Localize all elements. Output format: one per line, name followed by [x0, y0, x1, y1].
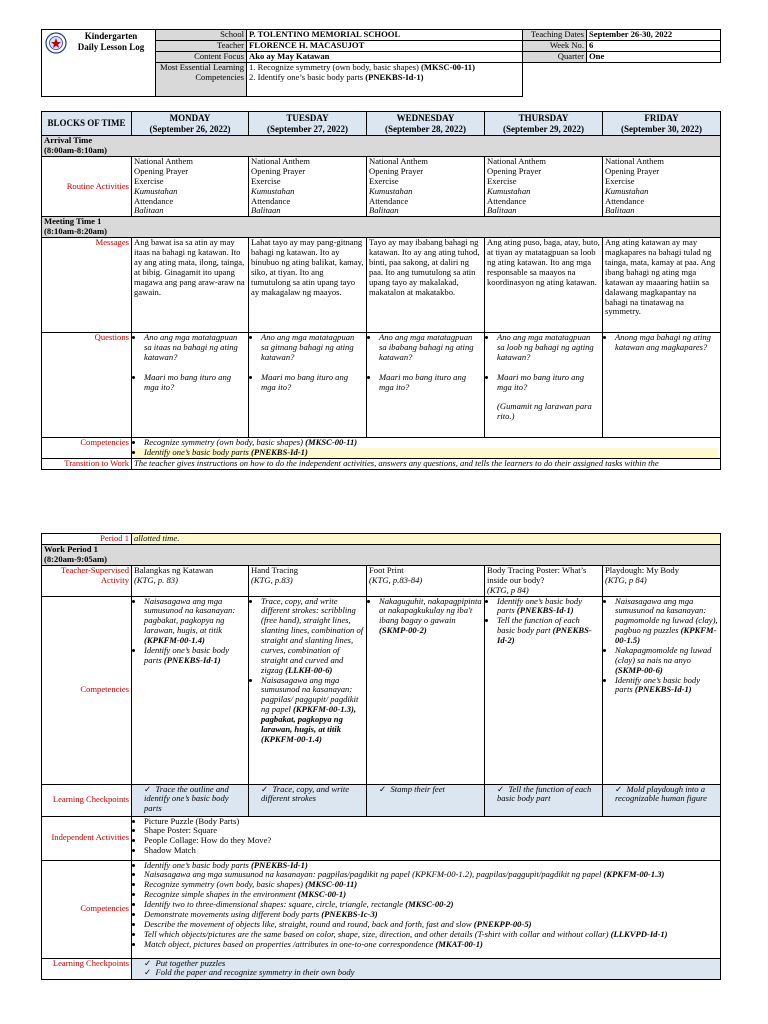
work-period-table — [41, 533, 721, 980]
questions-monday: • Ano ang mga matatagpuan sa itaas na bahagi ng ating katawan? • Maari mo bang ituro ang mga ito? — [132, 333, 249, 438]
independent-checkpoints-label: Learning Checkpoints — [42, 958, 132, 979]
checkpoint-friday: ✓ Mold playdough into a recognizable human figure — [603, 784, 721, 816]
mec-item-1: 1. Recognize symmetry (own body, basic shapes) (MKSC-00-11) — [249, 62, 475, 72]
blocks-of-time-header: BLOCKS OF TIME — [42, 112, 132, 136]
deped-seal-logo — [45, 32, 67, 54]
header-section — [41, 29, 720, 97]
message-thursday: Ang ating puso, baga, atay, buto, at tiyan ay matatagpuan sa loob ng ating katawan. Ito ang mga responsable sa maayos na koordinasyon ng ating katawan. — [485, 238, 603, 333]
independent-label: Independent Activities — [42, 816, 132, 860]
day-header-thursday: THURSDAY (September 29, 2022) — [485, 112, 603, 136]
competencies-monday: • Naisasagawa ang mga sumusunod na kasanayan: pagbakat, pagkopya ng larawan, hugis, at titik (KPKFM-00-1.4) • Identify one’s basic body parts (PNEKBS-Id-1) — [132, 596, 249, 784]
dates-label: Teaching Dates — [523, 30, 587, 41]
work-period-header: Work Period 1 (8:20am-9:05am) — [42, 544, 721, 565]
message-wednesday: Tayo ay may ibabang bahagi ng katawan. Ito ay ang ating tuhod, binti, paa sakong, at daliri ng paa. Ito ang tumutulong sa atin upang tayo ay makalakad, makatalon at makatakbo. — [367, 238, 485, 333]
independent-activities: • Picture Puzzle (Body Parts) • Shape Poster: Square • People Collage: How do they Move? • Shadow Match — [132, 816, 721, 860]
school-label: School — [156, 30, 247, 41]
tsa-label: Teacher-Supervised Activity — [42, 565, 132, 596]
independent-competencies-label: Competencies — [42, 860, 132, 958]
day-header-wednesday: WEDNESDAY (September 28, 2022) — [367, 112, 485, 136]
work-period-section — [41, 533, 720, 980]
transition-label: Transition to Work — [42, 459, 132, 470]
day-header-friday: FRIDAY (September 30, 2022) — [603, 112, 721, 136]
independent-competencies: • Identify one’s basic body parts (PNEKBS-Id-1) • Naisasagawa ang mga sumusunod na kasanayan: pagpilas/pagdikit ng papel (KPKFM-00-1.2), pagpilas/paggupit/pagdikit ng papel (KPKFM-00-1.3) • Recognize symmetry (own body, basic shapes) (MKSC-00-11) • Recognize simple shapes in the environment (MKSC-00-1) • Identify two to three-dimensional shapes: square, circle, triangle, rectangle (MKSC-00-2) • Demonstrate movements using different body parts (PNEKBS-Ic-3) • Describe the movement of objects like, straight, round and round, back and forth, fast and slow (PNEKPP-00-5) • Tell which objects/pictures are the same based on color, shape, size, direction, and other details (T-shirt with collar and without collar) (LLKVPD-Id-1) • Match object, pictures based on properties /attributes in one-to-one correspondence (MKAT-00-1) — [132, 860, 721, 958]
schedule-table — [41, 111, 721, 470]
tsa-competencies-label: Competencies — [42, 596, 132, 784]
mec-value — [247, 63, 523, 97]
activity-monday: Balangkas ng Katawan (KTG, p. 83) — [132, 565, 249, 596]
doc-title-kindergarten: Kindergarten — [84, 31, 138, 41]
questions-tuesday: • Ano ang mga matatagpuan sa gitnang bahagi ng ating katawan? • Maari mo bang ituro ang mga ito? — [249, 333, 367, 438]
competencies-label: Competencies — [42, 438, 132, 459]
day-header-monday: MONDAY (September 26, 2022) — [132, 112, 249, 136]
dates-value: September 26-30, 2022 — [587, 30, 721, 41]
routine-label: Routine Activities — [42, 157, 132, 217]
questions-thursday: • Ano ang mga matatagpuan sa loob ng bahagi ng agting katawan? • Maari mo bang ituro ang mga ito? (Gumamit ng larawan para rito.) — [485, 333, 603, 438]
header-title-cell — [42, 30, 156, 97]
quarter-value: One — [587, 52, 721, 63]
competencies-wednesday: • Nakaguguhit, nakapagpipinta at nakapagkukulay ng iba't ibang bagay o gawain (SKMP-00-2) — [367, 596, 485, 784]
quarter-label: Quarter — [523, 52, 587, 63]
competencies-tuesday: • Trace, copy, and write different strokes: scribbling (free hand), straight lines, slanting lines, combination of straight and slanting lines, curves, combination of straight and curved and zigzag (LLKH-00-6) • Naisasagawa ang mga sumusunod na kasanayan: pagpilas/ paggupit/ pagdikit ng papel (KPKFM-00-1.3), pagbakat, pagkopya ng larawan, hugis, at titik (KPKFM-00-1.4) — [249, 596, 367, 784]
meeting-time-header: Meeting Time 1 (8:10am-8:20am) — [42, 217, 721, 238]
period-label: Period 1 — [42, 534, 132, 545]
message-monday: Ang bawat isa sa atin ay may itaas na bahagi ng katawan. Ito ay ang ating mata, ilong, tainga, at bibig. Ginagamit ito upang magawa ang pang araw-araw na gawain. — [132, 238, 249, 333]
transition-text: The teacher gives instructions on how to do the independent activities, answers any questions, and tells the learners to do their assigned tasks within the — [132, 459, 721, 470]
questions-friday: • Anong mga bahagi ng ating katawan ang magkapares? — [603, 333, 721, 438]
activity-thursday: Body Tracing Poster: What’s inside our body? (KTG, p 84) — [485, 565, 603, 596]
period-continuation: allotted time. — [132, 534, 721, 545]
routine-wednesday: National Anthem Opening Prayer Exercise Kumustahan Attendance Balitaan — [367, 157, 485, 217]
meeting-competencies: • Recognize symmetry (own body, basic shapes) (MKSC-00-11) • Identify one’s basic body parts (PNEKBS-Id-1) — [132, 438, 721, 459]
routine-monday: National Anthem Opening Prayer Exercise Kumustahan Attendance Balitaan — [132, 157, 249, 217]
routine-thursday: National Anthem Opening Prayer Exercise Kumustahan Attendance Balitaan — [485, 157, 603, 217]
activity-wednesday: Foot Print (KTG, p.83-84) — [367, 565, 485, 596]
checkpoint-wednesday: ✓ Stamp their feet — [367, 784, 485, 816]
header-table — [41, 29, 721, 97]
message-friday: Ang ating katawan ay may magkapares na bahagi tulad ng tainga, mata, kamay at paa. Ang ibang bahagi ng ating mga katawan ay maaaring hatiin sa dalawang magkapantay na bahagi na tinatawag na symmetry. — [603, 238, 721, 333]
routine-friday: National Anthem Opening Prayer Exercise Kumustahan Attendance Balitaan — [603, 157, 721, 217]
doc-title-dll: Daily Lesson Log — [77, 42, 145, 53]
checkpoint-monday: ✓ Trace the outline and identify one’s basic body parts — [132, 784, 249, 816]
messages-label: Messages — [42, 238, 132, 333]
checkpoint-tuesday: ✓ Trace, copy, and write different strokes — [249, 784, 367, 816]
week-label: Week No. — [523, 41, 587, 52]
activity-tuesday: Hand Tracing (KTG, p.83) — [249, 565, 367, 596]
questions-label: Questions — [42, 333, 132, 438]
mec-item-2: 2. Identify one’s basic body parts (PNEKBS-Id-1) — [249, 71, 424, 82]
questions-wednesday: • Ano ang mga matatagpuan sa ibabang bahagi ng ating katawan? • Maari mo bang ituro ang mga ito? — [367, 333, 485, 438]
checkpoint-thursday: ✓ Tell the function of each basic body part — [485, 784, 603, 816]
checkpoints-label: Learning Checkpoints — [42, 784, 132, 816]
message-tuesday: Lahat tayo ay may pang-gitnang bahagi ng katawan. Ito ay binubuo ng ating balikat, kamay, siko, at tiyan. Ito ang tumutulong sa atin upang tayo ay makagalaw ng maayos. — [249, 238, 367, 333]
school-value: P. TOLENTINO MEMORIAL SCHOOL — [247, 30, 523, 41]
competencies-thursday: • Identify one’s basic body parts (PNEKBS-Id-1) • Tell the function of each basic body part (PNEKBS-Id-2) — [485, 596, 603, 784]
mec-label: Most Essential Learning Competencies — [156, 63, 247, 97]
independent-checkpoints: ✓ Put together puzzles ✓ Fold the paper and recognize symmetry in their own body — [132, 958, 721, 979]
teacher-value: FLORENCE H. MACASUJOT — [247, 41, 523, 52]
arrival-time-header: Arrival Time (8:00am-8:10am) — [42, 136, 721, 157]
activity-friday: Playdough: My Body (KTG, p 84) — [603, 565, 721, 596]
schedule-section — [41, 111, 720, 470]
focus-value: Ako ay May Katawan — [247, 52, 523, 63]
focus-label: Content Focus — [156, 52, 247, 63]
week-value: 6 — [587, 41, 721, 52]
day-header-tuesday: TUESDAY (September 27, 2022) — [249, 112, 367, 136]
teacher-label: Teacher — [156, 41, 247, 52]
routine-tuesday: National Anthem Opening Prayer Exercise Kumustahan Attendance Balitaan — [249, 157, 367, 217]
competencies-friday: • Naisasagawa ang mga sumusunod na kasanayan: pagmomolde ng luwad (clay), pagbuo ng puzzles (KPKFM-00-1.5) • Nakapagmomolde ng luwad (clay) sa nais na anyo (SKMP-00-6) • Identify one’s basic body parts (PNEKBS-Id-1) — [603, 596, 721, 784]
